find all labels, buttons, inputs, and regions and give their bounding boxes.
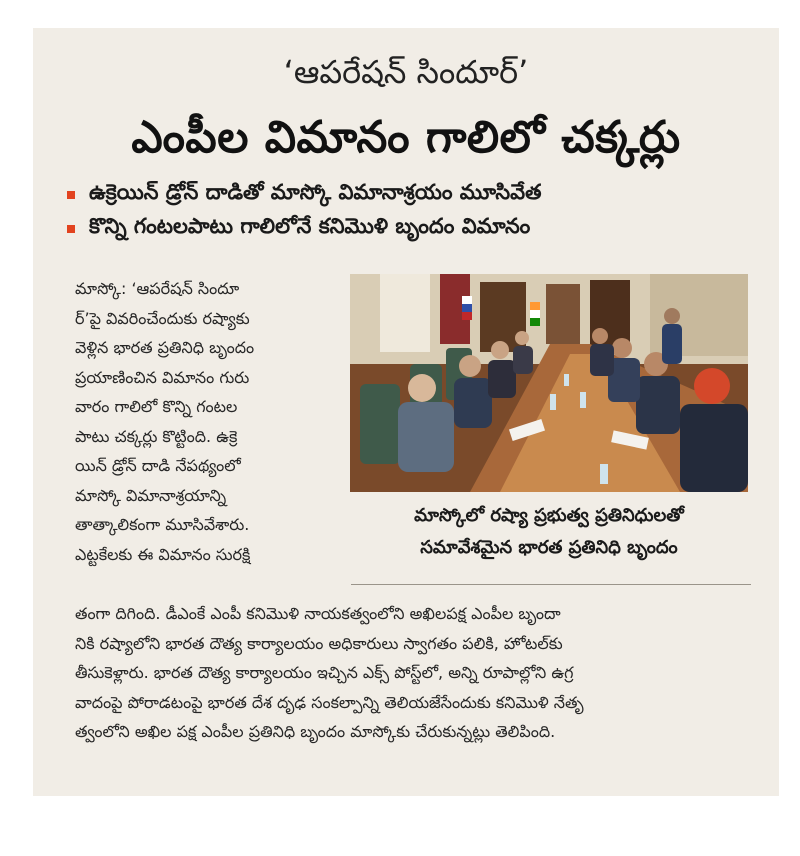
caption-divider: [351, 584, 751, 585]
caption-line: సమావేశమైన భారత ప్రతినిధి బృందం: [420, 537, 678, 558]
bullet-text: కొన్ని గంటలపాటు గాలిలోనే కనిమొళి బృందం విమానం: [89, 214, 531, 238]
news-clipping: [33, 28, 779, 796]
body-line: మాస్కో: ‘ఆపరేషన్ సిందూ: [75, 279, 240, 298]
article-body-full: [75, 599, 765, 747]
body-line: ర్’పై వివరించేందుకు రష్యాకు: [75, 308, 250, 328]
body-line: తాత్కాలికంగా మూసివేశారు.: [75, 515, 250, 534]
article-headline: ఎంపీల విమానం గాలిలో చక్కర్లు: [131, 112, 681, 163]
meeting-photo: [350, 274, 748, 492]
caption-line: మాస్కోలో రష్యా ప్రభుత్వ ప్రతినిధులతో: [414, 505, 684, 526]
body-line: ఎట్టకేలకు ఈ విమానం సురక్షి: [75, 544, 251, 564]
body-line: తంగా దిగింది. డీఎంకే ఎంపీ కనిమొళి నాయకత్వంలోని అఖిలపక్ష ఎంపీల బృందా: [75, 604, 561, 623]
article-kicker: ‘ఆపరేషన్ సిందూర్’: [283, 53, 529, 91]
body-line: పాటు చక్కర్లు కొట్టింది. ఉక్రె: [75, 426, 238, 446]
bullet-list: [67, 178, 767, 246]
bullet-square-icon: [67, 191, 75, 199]
body-line: తీసుకెళ్లారు. భారత దౌత్య కార్యాలయం ఇచ్చిన ఎక్స్ పోస్ట్‌లో, అన్ని రూపాల్లోని ఉగ్ర: [75, 663, 574, 682]
body-line: మాస్కో విమానాశ్రయాన్ని: [75, 485, 227, 505]
body-line: వెళ్లిన భారత ప్రతినిధి బృందం: [75, 338, 255, 357]
bullet-text: ఉక్రెయిన్ డ్రోన్ దాడితో మాస్కో విమానాశ్రయం మూసివేత: [89, 180, 542, 204]
body-line: వారం గాలిలో కొన్ని గంటల: [75, 397, 238, 416]
photo-caption: [350, 500, 748, 564]
body-line: నికి రష్యాలోని భారత దౌత్య కార్యాలయం అధికారులు స్వాగతం పలికి, హోటల్‌కు: [75, 633, 563, 653]
body-line: యిన్ డ్రోన్ దాడి నేపథ్యంలో: [75, 456, 241, 475]
bullet-square-icon: [67, 225, 75, 233]
bullet-item: [67, 178, 767, 212]
bullet-item: [67, 212, 767, 246]
article-body-column: [75, 274, 337, 569]
body-line: వాదంపై పోరాడటంపై భారత దేశ దృఢ సంకల్పాన్ని తెలియజేసేందుకు కనిమొళి నేతృ: [75, 692, 584, 712]
body-line: ప్రయాణించిన విమానం గురు: [75, 367, 250, 387]
body-line: త్వంలోని అఖిల పక్ష ఎంపీల ప్రతినిధి బృందం మాస్కోకు చేరుకున్నట్లు తెలిపింది.: [75, 722, 556, 741]
